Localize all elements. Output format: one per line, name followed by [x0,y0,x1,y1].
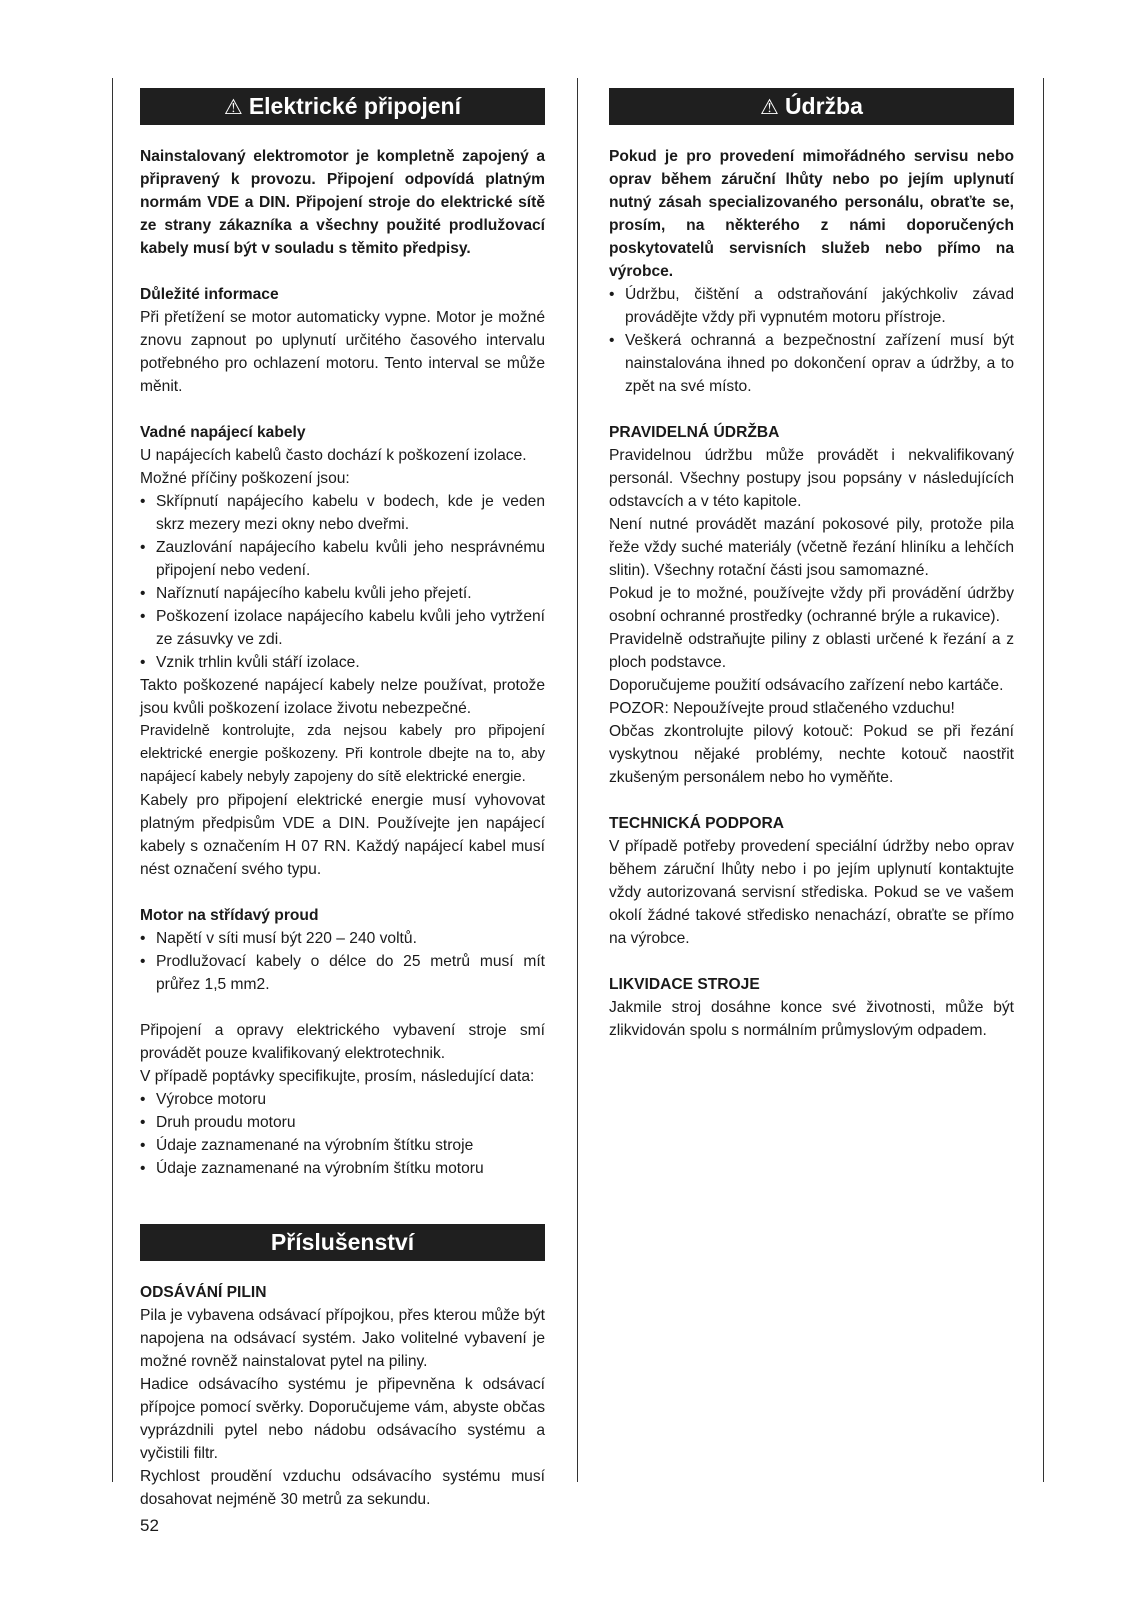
regular-text: Pravidelnou údržbu může provádět i nekvalifikovaný personál. Všechny postupy jsou popsány v následujících odstavcích a v této kapitole. [609,447,1014,510]
regular-text: Občas zkontrolujte pilový kotouč: Pokud se při řezání vyskytnou nějaké problémy, nechte kotouč naostřit zkušeným personálem nebo ho vyměňte. [609,723,1014,786]
regular-text: POZOR: Nepoužívejte proud stlačeného vzduchu! [609,700,955,717]
cables-list [140,490,545,674]
ac-motor-heading: Motor na střídavý proud [140,907,319,924]
list-item: • Údaje zaznamenané na výrobním štítku stroje [140,1134,545,1157]
right-column [609,88,1014,1042]
section-banner-electrical [140,88,545,125]
left-margin-rule [112,78,113,1482]
list-item: • Skřípnutí napájecího kabelu v bodech, kde je veden skrz mezery mezi okny nebo dveřmi. [140,490,545,536]
regular-maintenance-heading: PRAVIDELNÁ ÚDRŽBA [609,424,780,441]
list-item: • Napětí v síti musí být 220 – 240 voltů. [140,927,545,950]
list-item: • Veškerá ochranná a bezpečnostní zařízení musí být nainstalována ihned po dokončení oprav a údržby, a to zpět na své místo. [609,329,1014,398]
electrical-intro: Nainstalovaný elektromotor je kompletně zapojený a připravený k provozu. Připojení odpovídá platným normám VDE a DIN. Připojení stroje do elektrické sítě ze strany zákazníka a všechny použité prodlužovací kabely musí být v souladu s těmito předpisy. [140,148,545,257]
list-item: • Druh proudu motoru [140,1111,545,1134]
maintenance-list [609,283,1014,398]
info-heading: Důležité informace [140,286,279,303]
left-column [140,88,545,1511]
cables-text: Takto poškozené napájecí kabely nelze používat, protože jsou kvůli poškození izolace životu nebezpečné. [140,677,545,717]
list-item: • Naříznutí napájecího kabelu kvůli jeho přejetí. [140,582,545,605]
cables-text: U napájecích kabelů často dochází k poškození izolace. [140,447,527,464]
repair-text: Připojení a opravy elektrického vybavení stroje smí provádět pouze kvalifikovaný elektrotechnik. [140,1022,545,1062]
list-item: • Vznik trhlin kvůli stáří izolace. [140,651,545,674]
list-item: • Zauzlování napájecího kabelu kvůli jeho nesprávnému připojení nebo vedení. [140,536,545,582]
suction-text: Rychlost proudění vzduchu odsávacího systému musí dosahovat nejméně 30 metrů za sekundu. [140,1468,545,1508]
suction-heading: ODSÁVÁNÍ PILIN [140,1284,267,1301]
disposal-text: Jakmile stroj dosáhne konce své životnosti, může být zlikvidován spolu s normálním průmyslovým odpadem. [609,999,1014,1039]
repair-text: V případě poptávky specifikujte, prosím, následující data: [140,1068,535,1085]
cables-text: Možné příčiny poškození jsou: [140,470,350,487]
cables-text: Pravidelně kontrolujte, zda nejsou kabely pro připojení elektrické energie poškozeny. Při kontrole dbejte na to, aby napájecí kabely nebyly zapojeny do sítě elektrické energie. [140,723,545,785]
cables-text: Kabely pro připojení elektrické energie musí vyhovovat platným předpisům VDE a DIN. Používejte jen napájecí kabely s označením H 07 RN. Každý napájecí kabel musí nést označení svého typu. [140,792,545,878]
section-title: Elektrické připojení [248,93,462,119]
section-title: Údržba [784,93,863,119]
technical-support-heading: TECHNICKÁ PODPORA [609,815,785,832]
ac-motor-list [140,927,545,996]
regular-text: Doporučujeme použití odsávacího zařízení nebo kartáče. [609,677,1004,694]
list-item: • Poškození izolace napájecího kabelu kvůli jeho vytržení ze zásuvky ve zdi. [140,605,545,651]
suction-text: Hadice odsávacího systému je připevněna k odsávací přípojce pomocí svěrky. Doporučujeme vám, abyste občas vyprázdnili pytel nebo nádobu odsávacího systému a vyčistili filtr. [140,1376,545,1462]
center-rule [577,78,578,1482]
regular-text: Pravidelně odstraňujte piliny z oblasti určené k řezání a z ploch podstavce. [609,631,1014,671]
section-title: Příslušenství [270,1229,415,1255]
disposal-heading: LIKVIDACE STROJE [609,976,760,993]
warning-icon: ⚠ [223,96,243,119]
section-banner-accessories [140,1224,545,1261]
maintenance-intro: Pokud je pro provedení mimořádného servisu nebo oprav během záruční lhůty nebo po jejím uplynutí nutný zásah specializovaného personálu, obraťte se, prosím, na některého z námi doporučených poskytovatelů servisních služeb nebo přímo na výrobce. [609,148,1014,280]
regular-text: Není nutné provádět mazání pokosové pily, protože pila řeže vždy suché materiály (včetně řezání hliníku a lehčích slitin). Všechny rotační části jsou samomazné. [609,516,1014,579]
right-margin-rule [1043,78,1044,1482]
section-banner-maintenance [609,88,1014,125]
list-item: • Údaje zaznamenané na výrobním štítku motoru [140,1157,545,1180]
info-text: Při přetížení se motor automaticky vypne. Motor je možné znovu zapnout po uplynutí určitého časového intervalu potřebného pro ochlazení motoru. Tento interval se může měnit. [140,309,545,395]
list-item: • Výrobce motoru [140,1088,545,1111]
regular-text: Pokud je to možné, používejte vždy při provádění údržby osobní ochranné prostředky (ochranné brýle a rukavice). [609,585,1014,625]
cables-heading: Vadné napájecí kabely [140,424,306,441]
support-text: V případě potřeby provedení speciální údržby nebo oprav během záruční lhůty nebo i po jejím uplynutí kontaktujte vždy autorizovaná servisní střediska. Pokud se ve vašem okolí žádné takové středisko nenachází, obraťte se přímo na výrobce. [609,838,1014,947]
list-item: • Prodlužovací kabely o délce do 25 metrů musí mít průřez 1,5 mm2. [140,950,545,996]
list-item: • Údržbu, čištění a odstraňování jakýchkoliv závad provádějte vždy při vypnutém motoru přístroje. [609,283,1014,329]
repair-list [140,1088,545,1180]
suction-text: Pila je vybavena odsávací přípojkou, přes kterou může být napojena na odsávací systém. Jako volitelné vybavení je možné rovněž nainstalovat pytel na piliny. [140,1307,545,1370]
page-number: 52 [140,1516,159,1535]
warning-icon: ⚠ [760,96,779,119]
